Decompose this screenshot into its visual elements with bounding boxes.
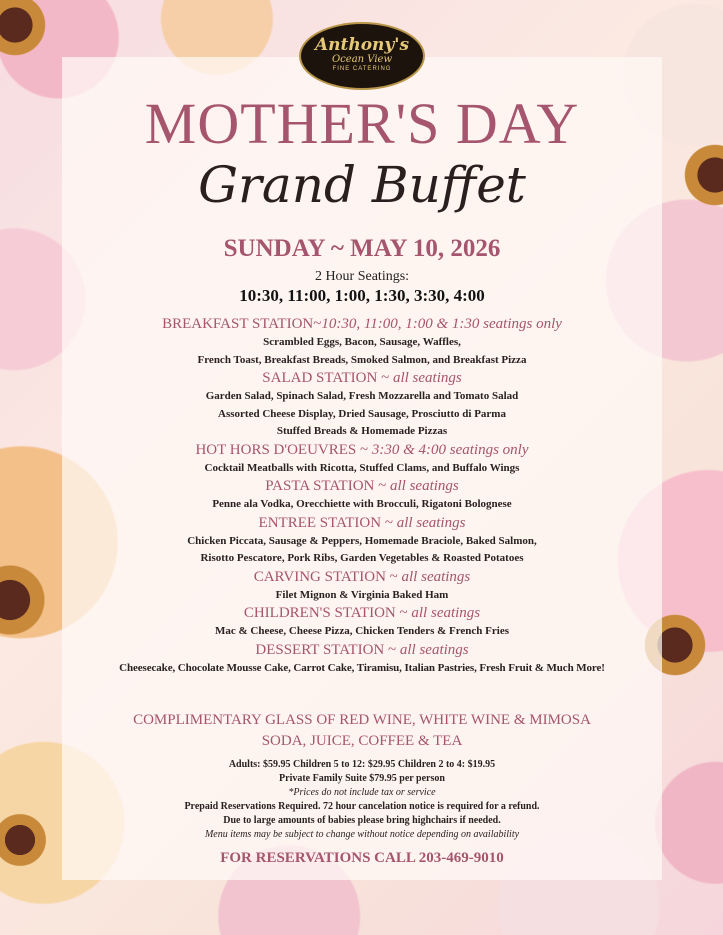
adult-child-prices: Adults: $59.95 Children 5 to 12: $29.95 Children 2 to 4: $19.95 bbox=[228, 759, 496, 770]
station-breakfast bbox=[62, 315, 662, 369]
station-item-line: Garden Salad, Spinach Salad, Fresh Mozzarella and Tomato Salad bbox=[205, 390, 519, 402]
station-title: PASTA STATION ~ bbox=[265, 478, 390, 494]
flower-decoration bbox=[0, 810, 50, 870]
station-item-line: Risotto Pescatore, Pork Ribs, Garden Vegetables & Roasted Potatoes bbox=[200, 552, 524, 564]
station-title: CARVING STATION ~ bbox=[253, 568, 402, 585]
station-item-line: Chicken Piccata, Sausage & Peppers, Homemade Braciole, Baked Salmon, bbox=[187, 534, 537, 547]
station-item-line: Cocktail Meatballs with Ricotta, Stuffed Clams, and Buffalo Wings bbox=[204, 461, 520, 474]
station-dessert bbox=[62, 641, 662, 678]
station-item-line: Stuffed Breads & Homemade Pizzas bbox=[276, 425, 448, 437]
logo-subname: Ocean View bbox=[331, 54, 393, 65]
logo-tagline: FINE CATERING bbox=[332, 66, 392, 72]
reservation-phone: FOR RESERVATIONS CALL 203-469-9010 bbox=[220, 850, 504, 866]
station-item-line: French Toast, Breakfast Breads, Smoked Salmon, and Breakfast Pizza bbox=[197, 353, 527, 366]
logo-name: Anthony's bbox=[314, 35, 410, 55]
event-date: SUNDAY ~ MAY 10, 2026 bbox=[223, 235, 501, 262]
station-salad bbox=[62, 369, 662, 441]
menu-change-note: Menu items may be subject to change without notice depending on availability bbox=[204, 829, 520, 840]
pricing-block bbox=[62, 758, 662, 842]
flower-decoration bbox=[0, 0, 50, 60]
seatings-times: 10:30, 11:00, 1:00, 1:30, 3:30, 4:00 bbox=[239, 286, 485, 305]
station-note: all seatings bbox=[399, 641, 469, 658]
station-pasta bbox=[62, 477, 662, 514]
flower-decoration bbox=[0, 560, 50, 640]
station-item-line: Assorted Cheese Display, Dried Sausage, Prosciutto di Parma bbox=[218, 407, 506, 420]
headline: MOTHER'S DAY bbox=[144, 91, 580, 156]
station-item-line: Scrambled Eggs, Bacon, Sausage, Waffles, bbox=[263, 336, 461, 348]
station-item-line: Cheesecake, Chocolate Mousse Cake, Carrot Cake, Tiramisu, Italian Pastries, Fresh Fruit & Much More! bbox=[119, 661, 605, 674]
station-note: 3:30 & 4:00 seatings only bbox=[371, 441, 529, 458]
station-title: CHILDREN'S STATION ~ bbox=[243, 605, 412, 621]
station-item-line: Mac & Cheese, Cheese Pizza, Chicken Tenders & French Fries bbox=[215, 625, 509, 637]
station-title: HOT HORS D'OEUVRES ~ bbox=[195, 441, 372, 458]
flower-decoration bbox=[680, 140, 723, 210]
complimentary-line: SODA, JUICE, COFFEE & TEA bbox=[261, 733, 463, 749]
station-title: BREAKFAST STATION~ bbox=[162, 316, 322, 332]
script-title: Grand Buffet bbox=[198, 156, 526, 214]
stations-list bbox=[62, 315, 662, 677]
station-note: 10:30, 11:00, 1:00 & 1:30 seatings only bbox=[321, 316, 562, 332]
anthonys-logo bbox=[299, 22, 425, 90]
station-hot-hors-doeuvres bbox=[62, 441, 662, 478]
station-title: ENTREE STATION ~ bbox=[258, 514, 397, 531]
babies-note: Due to large amounts of babies please bring highchairs if needed. bbox=[223, 815, 501, 826]
station-item-line: Penne ala Vodka, Orecchiette with Brocculi, Rigatoni Bolognese bbox=[212, 498, 512, 510]
complimentary-drinks bbox=[62, 710, 662, 752]
station-item-line: Filet Mignon & Virginia Baked Ham bbox=[275, 588, 449, 601]
station-note: all seatings bbox=[401, 568, 471, 585]
station-note: all seatings bbox=[392, 370, 462, 386]
station-title: SALAD STATION ~ bbox=[262, 370, 393, 386]
station-entree bbox=[62, 514, 662, 568]
station-carving bbox=[62, 568, 662, 605]
station-note: all seatings bbox=[396, 514, 466, 531]
tax-note: *Prices do not include tax or service bbox=[288, 787, 436, 798]
station-title: DESSERT STATION ~ bbox=[255, 641, 400, 658]
station-childrens bbox=[62, 604, 662, 641]
seatings-label: 2 Hour Seatings: bbox=[314, 269, 410, 284]
suite-price: Private Family Suite $79.95 per person bbox=[279, 773, 445, 784]
reservation-note: Prepaid Reservations Required. 72 hour cancelation notice is required for a refund. bbox=[184, 801, 540, 812]
station-note: all seatings bbox=[390, 478, 459, 494]
station-note: all seatings bbox=[411, 605, 481, 621]
complimentary-line: COMPLIMENTARY GLASS OF RED WINE, WHITE WINE & MIMOSA bbox=[133, 712, 591, 728]
